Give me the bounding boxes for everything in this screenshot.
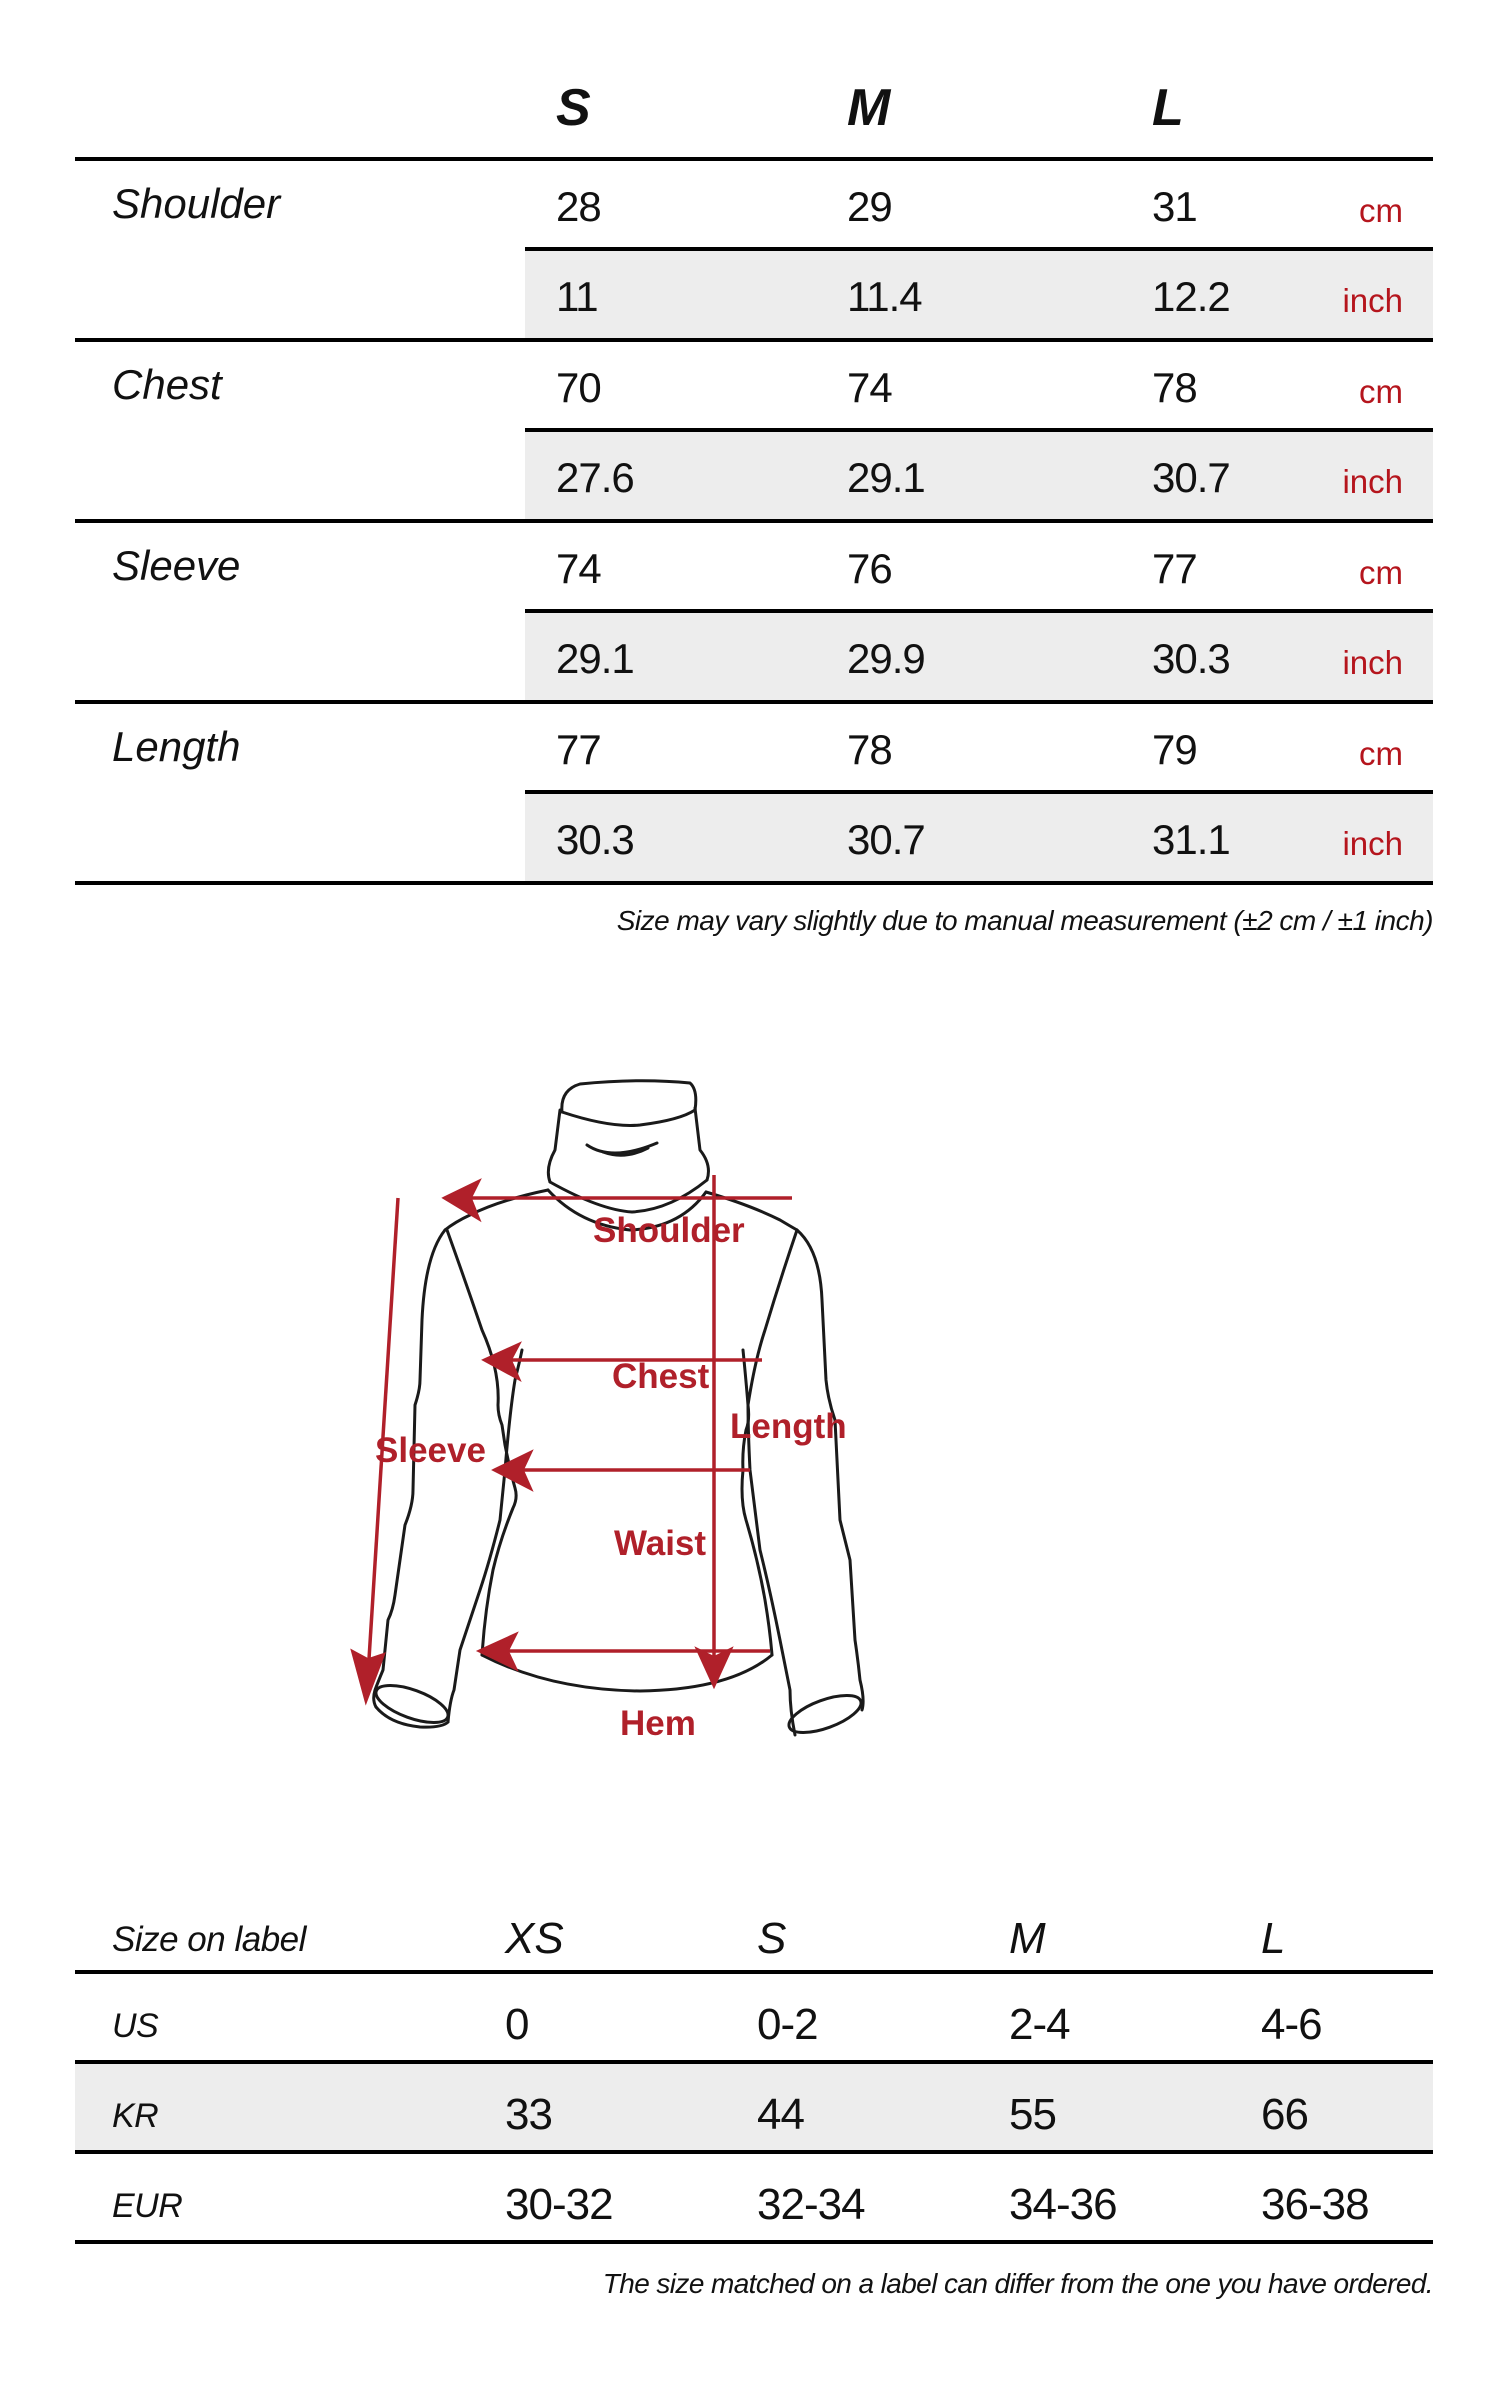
size-header-m: M [847, 79, 891, 137]
row-label-kr: KR [112, 2097, 159, 2135]
divider [75, 881, 1433, 885]
value-cell: 36-38 [1261, 2180, 1369, 2229]
value-cell: 77 [1152, 545, 1197, 592]
inch-row-bg [525, 432, 1433, 519]
value-cell: 30.7 [847, 816, 925, 863]
row-label-sleeve: Sleeve [112, 542, 241, 589]
row-label-eur: EUR [112, 2187, 183, 2225]
value-cell: 76 [847, 545, 892, 592]
value-cell: 30.3 [556, 816, 634, 863]
divider [525, 609, 1433, 613]
divider [75, 338, 1433, 342]
value-cell: 2-4 [1009, 2000, 1070, 2049]
value-cell: 29.9 [847, 635, 925, 682]
value-cell: 0-2 [757, 2000, 818, 2049]
row-label-shoulder: Shoulder [112, 180, 281, 227]
divider [75, 2060, 1433, 2064]
size-header-m: M [1009, 1914, 1046, 1963]
conversion-note: The size matched on a label can differ from the one you have ordered. [602, 2268, 1433, 2299]
value-cell: 27.6 [556, 454, 634, 501]
divider [75, 519, 1433, 523]
value-cell: 31.1 [1152, 816, 1230, 863]
header-size-on-label: Size on label [112, 1920, 306, 1959]
garment-diagram [350, 1050, 1050, 1800]
value-cell: 11 [556, 273, 598, 320]
unit-inch: inch [1342, 282, 1403, 319]
size-header-l: L [1261, 1914, 1286, 1963]
measurement-note: Size may vary slightly due to manual measurement (±2 cm / ±1 inch) [616, 905, 1433, 936]
value-cell: 33 [505, 2090, 552, 2139]
unit-cm: cm [1359, 735, 1403, 772]
value-cell: 29.1 [556, 635, 634, 682]
row-bg-kr [75, 2064, 1433, 2151]
label-sleeve: Sleeve [375, 1431, 486, 1470]
divider [75, 2150, 1433, 2154]
unit-inch: inch [1342, 644, 1403, 681]
row-label-chest: Chest [112, 361, 222, 408]
unit-cm: cm [1359, 554, 1403, 591]
divider [525, 247, 1433, 251]
divider [75, 157, 1433, 161]
divider [525, 790, 1433, 794]
value-cell: 74 [556, 545, 601, 592]
label-shoulder: Shoulder [593, 1211, 745, 1250]
value-cell: 31 [1152, 183, 1197, 230]
size-header-s: S [757, 1914, 787, 1963]
value-cell: 55 [1009, 2090, 1056, 2139]
divider [75, 1970, 1433, 1974]
value-cell: 44 [757, 2090, 804, 2139]
label-waist: Waist [614, 1524, 707, 1563]
value-cell: 28 [556, 183, 601, 230]
size-header-s: S [556, 79, 591, 137]
unit-cm: cm [1359, 373, 1403, 410]
value-cell: 30.3 [1152, 635, 1230, 682]
value-cell: 79 [1152, 726, 1197, 773]
value-cell: 32-34 [757, 2180, 865, 2229]
row-label-length: Length [112, 723, 241, 770]
turtleneck-illustration [350, 1050, 1050, 1800]
label-hem: Hem [620, 1704, 696, 1743]
divider [75, 2240, 1433, 2244]
unit-inch: inch [1342, 463, 1403, 500]
value-cell: 29 [847, 183, 892, 230]
value-cell: 70 [556, 364, 601, 411]
label-length: Length [730, 1407, 847, 1446]
value-cell: 30-32 [505, 2180, 613, 2229]
value-cell: 78 [1152, 364, 1197, 411]
inch-row-bg [525, 613, 1433, 700]
inch-row-bg [525, 794, 1433, 881]
unit-inch: inch [1342, 825, 1403, 862]
value-cell: 0 [505, 2000, 529, 2049]
row-label-us: US [112, 2007, 159, 2045]
value-cell: 30.7 [1152, 454, 1230, 501]
value-cell: 11.4 [847, 273, 922, 320]
inch-row-bg [525, 251, 1433, 338]
label-chest: Chest [612, 1357, 710, 1396]
value-cell: 34-36 [1009, 2180, 1117, 2229]
value-cell: 29.1 [847, 454, 925, 501]
value-cell: 66 [1261, 2090, 1308, 2139]
unit-cm: cm [1359, 192, 1403, 229]
value-cell: 77 [556, 726, 601, 773]
size-header-l: L [1152, 79, 1184, 137]
size-header-xs: XS [505, 1914, 564, 1963]
divider [75, 700, 1433, 704]
divider [525, 428, 1433, 432]
value-cell: 12.2 [1152, 273, 1230, 320]
value-cell: 74 [847, 364, 892, 411]
value-cell: 78 [847, 726, 892, 773]
value-cell: 4-6 [1261, 2000, 1322, 2049]
